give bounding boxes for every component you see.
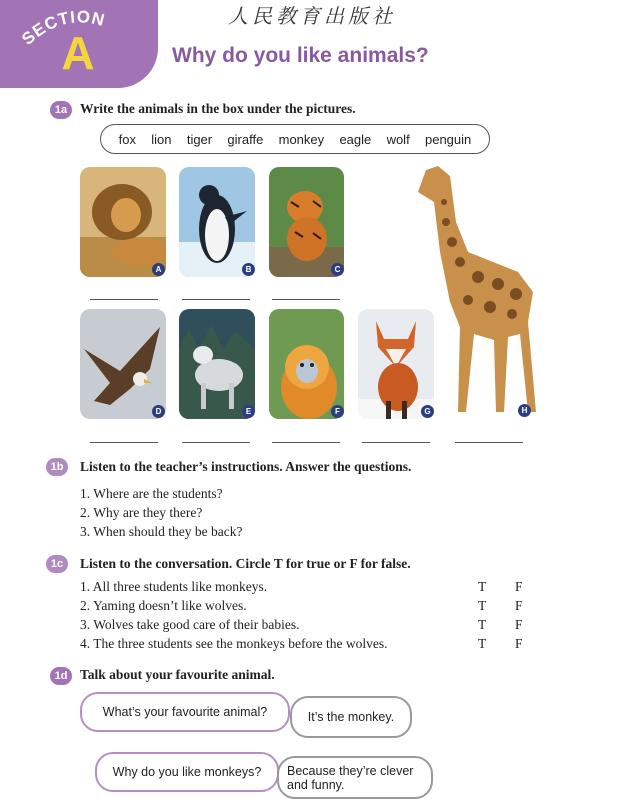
eagle-photo	[80, 309, 166, 419]
bubble-text-3: Why do you like monkeys?	[112, 765, 262, 779]
instruction-1c: Listen to the conversation. Circle T for true or F for false.	[80, 556, 411, 571]
section-word-text: SECTION	[18, 7, 108, 49]
word-monkey: monkey	[278, 131, 325, 147]
page-title: Why do you like animals?	[172, 44, 429, 67]
statement-1: 1. All three students like monkeys.	[80, 579, 268, 594]
lion-photo	[80, 167, 166, 277]
picture-letter-h: H	[518, 404, 531, 417]
picture-letter-b: B	[242, 263, 255, 276]
section-letter: A	[61, 27, 95, 79]
answer-blank-c[interactable]	[272, 299, 340, 300]
picture-letter-e: E	[242, 405, 255, 418]
true-option-2[interactable]: T	[478, 598, 487, 613]
tiger-photo	[269, 167, 344, 277]
fox-photo	[358, 309, 434, 419]
bubble-text-1: What’s your favourite animal?	[102, 705, 268, 719]
picture-letter-f: F	[331, 405, 344, 418]
false-option-1[interactable]: F	[515, 579, 523, 594]
answer-blank-e[interactable]	[182, 442, 250, 443]
answer-blank-g[interactable]	[362, 442, 430, 443]
publisher-logo: 人民教育出版社	[228, 4, 396, 28]
word-wolf: wolf	[386, 131, 410, 147]
question-1b-1: 1. Where are the students?	[80, 486, 223, 501]
picture-letter-g: G	[421, 405, 434, 418]
answer-blank-a[interactable]	[90, 299, 158, 300]
false-option-3[interactable]: F	[515, 617, 523, 632]
statement-4: 4. The three students see the monkeys before the wolves.	[80, 636, 388, 651]
statement-2: 2. Yaming doesn’t like wolves.	[80, 598, 247, 613]
speech-bubble-answer-1	[290, 696, 412, 738]
word-lion: lion	[151, 131, 172, 147]
instruction-1b: Listen to the teacher’s instructions. Answer the questions.	[80, 459, 412, 474]
picture-letter-c: C	[331, 263, 344, 276]
true-option-3[interactable]: T	[478, 617, 487, 632]
bubble-text-4: Because they’re clever and funny.	[287, 763, 414, 792]
true-option-1[interactable]: T	[478, 579, 487, 594]
section-tab	[0, 0, 158, 88]
speech-bubble-answer-2	[277, 756, 433, 799]
true-option-4[interactable]: T	[478, 636, 487, 651]
activity-badge-1d: 1d	[50, 667, 72, 685]
word-tiger: tiger	[186, 131, 213, 147]
instruction-1d: Talk about your favourite animal.	[80, 667, 275, 682]
word-eagle: eagle	[339, 131, 372, 147]
bubble-text-2: It’s the monkey.	[307, 710, 395, 724]
answer-blank-d[interactable]	[90, 442, 158, 443]
speech-bubble-question-2	[95, 752, 279, 792]
word-giraffe: giraffe	[227, 131, 264, 147]
wolf-photo	[179, 309, 255, 419]
activity-badge-1b: 1b	[46, 458, 68, 476]
word-fox: fox	[118, 131, 136, 147]
activity-badge-1c: 1c	[46, 555, 68, 573]
question-1b-3: 3. When should they be back?	[80, 524, 243, 539]
picture-letter-a: A	[152, 263, 165, 276]
question-1b-2: 2. Why are they there?	[80, 505, 203, 520]
monkey-photo	[269, 309, 344, 419]
instruction-1a: Write the animals in the box under the pictures.	[80, 101, 356, 116]
answer-blank-b[interactable]	[182, 299, 250, 300]
false-option-4[interactable]: F	[515, 636, 523, 651]
false-option-2[interactable]: F	[515, 598, 523, 613]
statement-3: 3. Wolves take good care of their babies.	[80, 617, 300, 632]
word-box	[100, 124, 490, 154]
activity-badge-1a: 1a	[50, 101, 72, 119]
word-penguin: penguin	[424, 131, 472, 147]
answer-blank-h[interactable]	[455, 442, 523, 443]
picture-letter-d: D	[152, 405, 165, 418]
speech-bubble-question-1	[80, 692, 290, 732]
penguin-photo	[179, 167, 255, 277]
answer-blank-f[interactable]	[272, 442, 340, 443]
